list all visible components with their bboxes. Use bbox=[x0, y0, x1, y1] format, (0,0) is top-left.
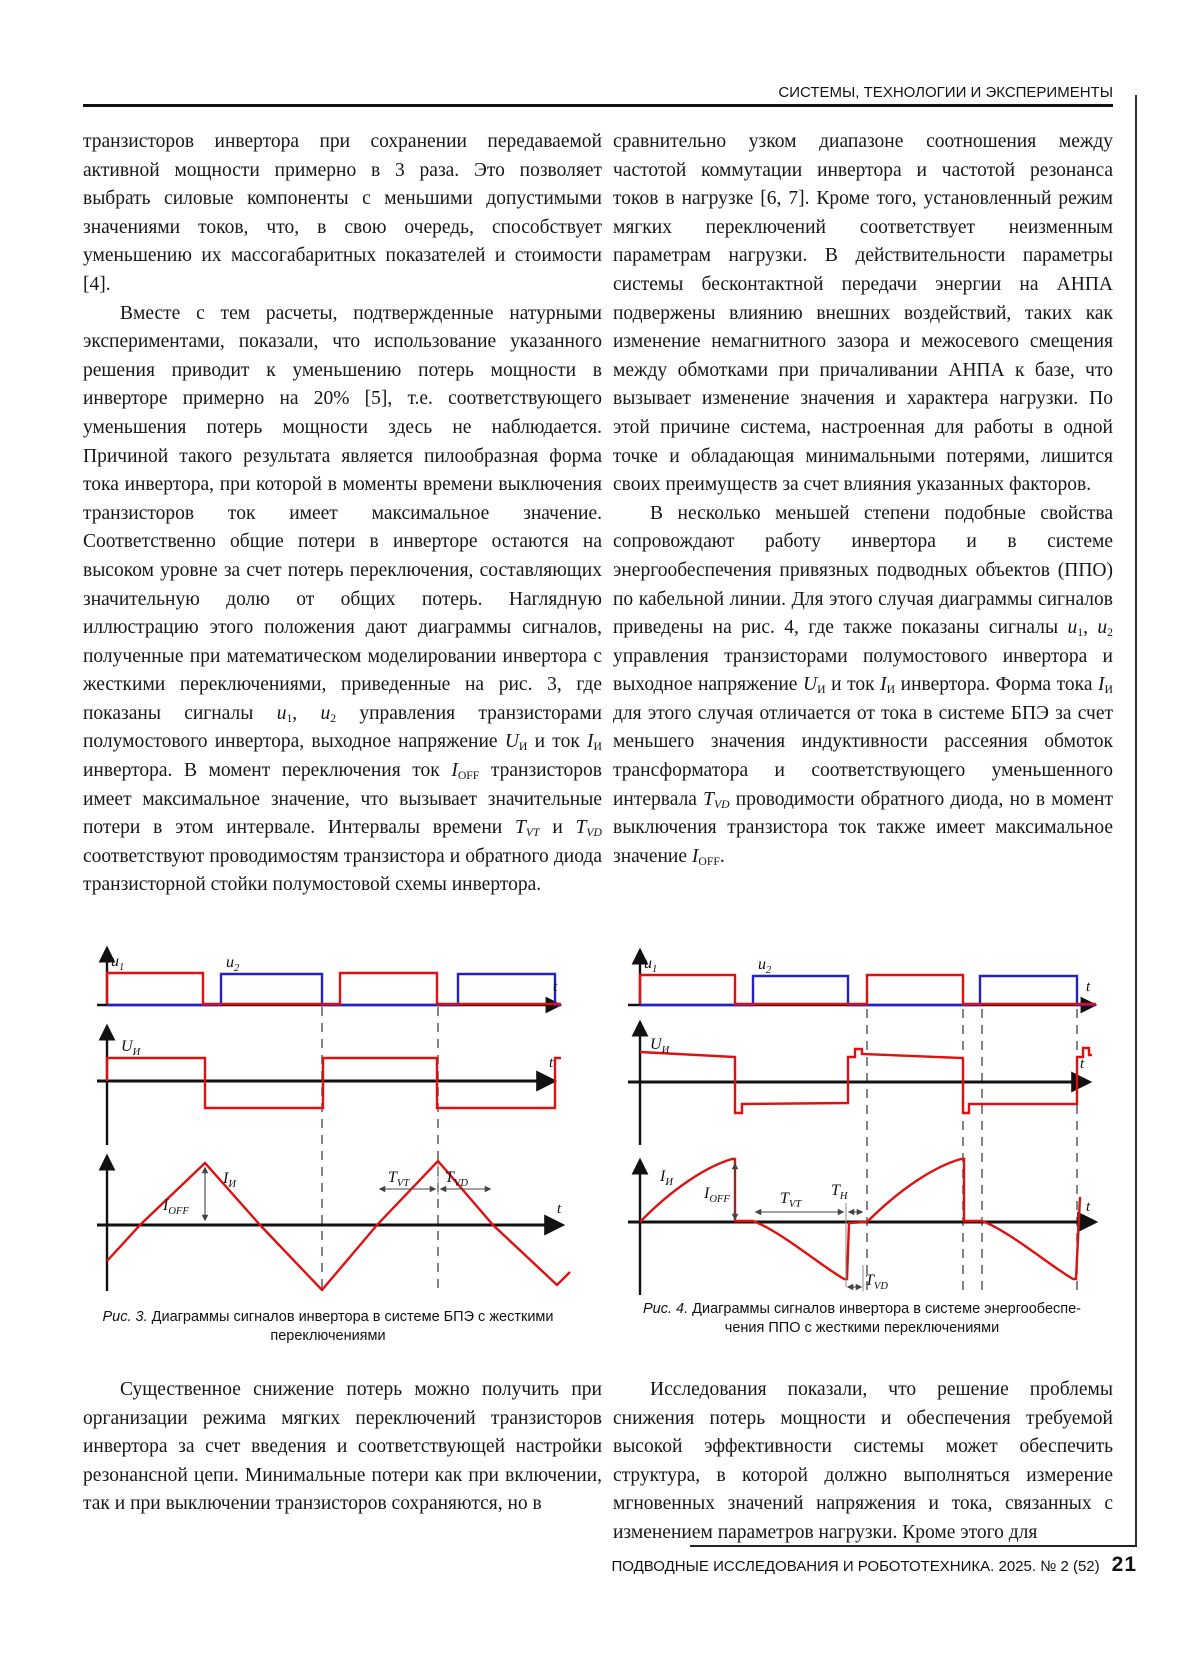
t-label: t bbox=[553, 979, 558, 995]
right-column bbox=[613, 128, 1113, 871]
paragraph-right-3: Исследования показали, что решение проблемы снижения потерь мощности и обеспечения требуемой высокой эффективности системы может обеспечить структура, в которой должно выполняться измерение мгновенных значений напряжения и тока, связанных с изменением параметров нагрузки. Кроме этого для bbox=[613, 1379, 1113, 1543]
ioff-label: $I_{OFF}$ bbox=[163, 1197, 189, 1217]
tvd-label: $T_{VD}$ bbox=[445, 1169, 468, 1189]
paragraph-left-3: Существенное снижение потерь можно получить при организации режима мягких переключений транзисторов инвертора за счет введения и соответствующей настройки резонансной цепи. Минимальные потери как при включении, так и при выключении транзисторов сохраняются, но в bbox=[83, 1379, 602, 1515]
header-rule bbox=[83, 104, 1113, 107]
tvt-label: $T_{VT}$ bbox=[388, 1169, 410, 1189]
paragraph-left-1: транзисторов инвертора при сохранении передаваемой активной мощности примерно в 3 раза. Это позволяет выбрать силовые компоненты с меньшими допустимыми значениями токов, что, в свою очередь, способствует уменьшению их массогабаритных показателей и стоимости [4]. bbox=[83, 131, 602, 295]
u2-label: $u_2$ bbox=[758, 956, 772, 976]
journal-title: ПОДВОДНЫЕ ИССЛЕДОВАНИЯ И РОБОТОТЕХНИКА. 2025. № 2 (52) bbox=[611, 1558, 1100, 1575]
page-number: 21 bbox=[1111, 1553, 1137, 1576]
left-column bbox=[83, 128, 602, 900]
waveform-ih bbox=[640, 1159, 1080, 1279]
uh-label: $U_И$ bbox=[650, 1036, 670, 1056]
page-footer bbox=[400, 1553, 1137, 1577]
figure3-diagram bbox=[83, 933, 573, 1295]
uh-label: $U_И$ bbox=[121, 1038, 141, 1058]
paragraph-right-1: сравнительно узком диапазоне соотношения между частотой коммутации инвертора и частотой резонанса токов в нагрузке [6, 7]. Кроме того, установленный режим мягких переключений соответствует неизменным параметрам нагрузки. В действительности параметры системы бесконтактной передачи энергии на АНПА подвержены влиянию внешних воздействий, таких как изменение немагнитного зазора и межосевого смещения между обмотками при причаливании АНПА к базе, что вызывает изменение значения и характера нагрузки. По этой причине система, настроенная для работы в одной точке и обладающая минимальными потерями, лишится своих преимуществ за счет влияния указанных факторов. bbox=[613, 131, 1113, 496]
ioff-label: $I_{OFF}$ bbox=[704, 1185, 730, 1205]
t-label: t bbox=[1080, 1056, 1085, 1072]
right-column-bottom bbox=[613, 1376, 1113, 1548]
tvt-label: $T_{VT}$ bbox=[780, 1190, 802, 1210]
left-column-bottom bbox=[83, 1376, 602, 1519]
page-border-line bbox=[1135, 95, 1137, 1547]
paragraph-left-2: Вместе с тем расчеты, подтвержденные натурными экспериментами, показали, что использование указанного решения приводит к уменьшению потерь мощности в инверторе примерно на 20% [5], т.е. соответствующего уменьшения потерь мощности здесь не наблюдается. Причиной такого результата является пилообразная форма тока инвертора, при которой в моменты времени выключения транзисторов ток имеет максимальное значение. Соответственно общие потери в инверторе остаются на высоком уровне за счет потерь переключения, составляющих значительную долю от общих потерь. Наглядную иллюстрацию этого положения дают диаграммы сигналов, полученные при математическом моделировании инвертора с жесткими переключениями, приведенные на рис. 3, где показаны сигналы u1, u2 управления транзисторами полумостового инвертора, выходное напряжение UИ и ток IИ инвертора. В момент переключения ток IOFF транзисторов имеет максимальное значение, что вызывает значительные потери в этом интервале. Интервалы времени TVT и TVD соответствуют проводимостям транзистора и обратного диода транзисторной стойки полумостовой схемы инвертора. bbox=[83, 302, 603, 896]
ih-label: $I_И$ bbox=[660, 1168, 673, 1188]
caption-line: чения ППО с жесткими переключениями bbox=[724, 1320, 1000, 1336]
waveform-u1 bbox=[107, 973, 561, 1004]
figure3-caption bbox=[83, 1308, 573, 1346]
waveform-u1 bbox=[640, 975, 1096, 1004]
figure4-caption bbox=[612, 1300, 1112, 1338]
page-header: СИСТЕМЫ, ТЕХНОЛОГИИ И ЭКСПЕРИМЕНТЫ bbox=[778, 84, 1113, 101]
u1-label: $u_1$ bbox=[111, 953, 125, 973]
caption-line: Рис. 3. Диаграммы сигналов инвертора в системе БПЭ с жесткими bbox=[102, 1309, 554, 1325]
waveform-u2 bbox=[107, 974, 561, 1005]
t-label: t bbox=[557, 1201, 562, 1217]
u1-label: $u_1$ bbox=[644, 955, 658, 975]
th-label: $T_H$ bbox=[831, 1182, 848, 1202]
ih-label: $I_И$ bbox=[223, 1170, 236, 1190]
caption-line: переключениями bbox=[270, 1328, 386, 1344]
waveform-uh bbox=[107, 1058, 561, 1108]
tvd-label: $T_{VD}$ bbox=[865, 1272, 888, 1292]
u2-label: $u_2$ bbox=[226, 954, 240, 974]
t-label: t bbox=[549, 1055, 554, 1071]
paragraph-right-2: В несколько меньшей степени подобные свойства сопровождают работу инвертора и в системе энергообеспечения привязных подводных объектов (ППО) по кабельной линии. Для этого случая диаграммы сигналов приведены на рис. 4, где также показаны сигналы u1, u2 управления транзисторами полумостового инвертора и выходное напряжение UИ и ток IИ инвертора. Форма тока IИ для этого случая отличается от тока в системе БПЭ за счет меньшего значения индуктивности рассеяния обмоток трансформатора и соответствующего уменьшенного интервала TVD проводимости обратного диода, но в момент выключения транзистора ток также имеет максимальное значение IOFF. bbox=[613, 502, 1114, 868]
caption-line: Рис. 4. Диаграммы сигналов инвертора в системе энергообеспе- bbox=[642, 1301, 1081, 1317]
t-label: t bbox=[1086, 979, 1091, 995]
footer-rule bbox=[690, 1545, 1137, 1547]
t-label: t bbox=[1086, 1199, 1091, 1215]
figure4-diagram bbox=[612, 935, 1112, 1297]
